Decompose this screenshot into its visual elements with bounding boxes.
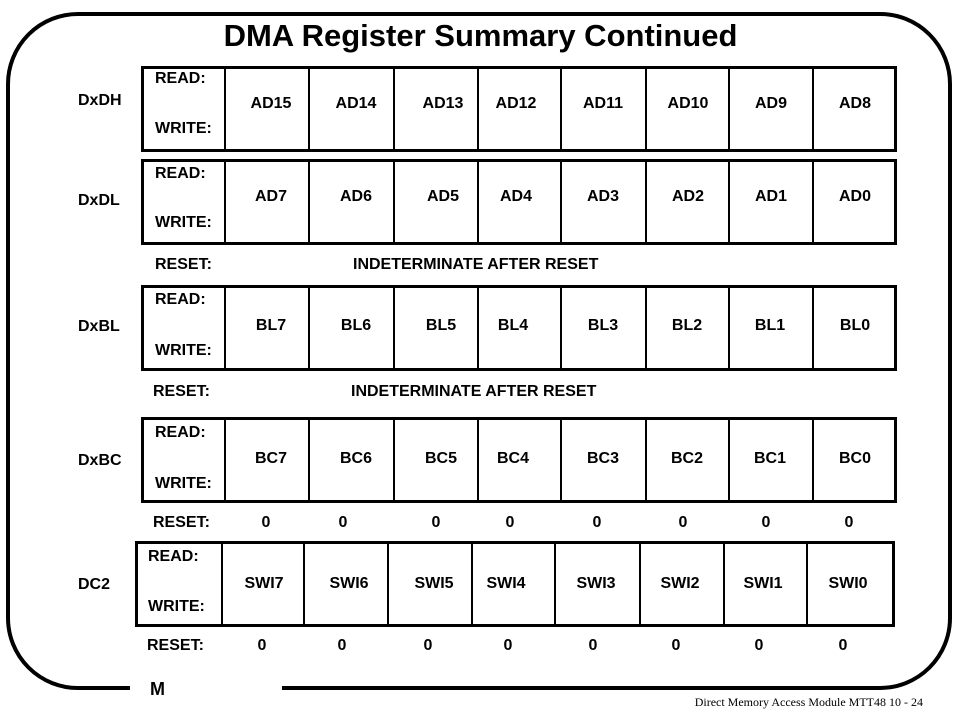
- bit-label-ad13: AD13: [422, 95, 464, 112]
- bit-label-bc6: BC6: [339, 450, 373, 467]
- reset-label-dxbc: RESET:: [153, 514, 210, 531]
- bit-label-bl4: BL4: [497, 317, 529, 334]
- bit-label-swi2: SWI2: [660, 575, 700, 592]
- reset-value: 0: [431, 514, 441, 531]
- reset-text-dxdl: INDETERMINATE AFTER RESET: [353, 256, 599, 273]
- reset-value: 0: [844, 514, 854, 531]
- bit-label-bl6: BL6: [340, 317, 372, 334]
- reset-value: 0: [423, 637, 433, 654]
- cell-divider: [477, 420, 479, 500]
- register-name-dxbl: DxBL: [78, 318, 120, 335]
- bit-label-ad7: AD7: [254, 188, 288, 205]
- cell-divider: [812, 162, 814, 242]
- bit-label-bl3: BL3: [587, 317, 619, 334]
- page-title: DMA Register Summary Continued: [223, 18, 738, 53]
- write-label: WRITE:: [155, 342, 212, 359]
- read-label: READ:: [155, 424, 206, 441]
- bit-label-bl7: BL7: [255, 317, 287, 334]
- cell-divider: [224, 288, 226, 368]
- cell-divider: [645, 162, 647, 242]
- cell-divider: [471, 544, 473, 624]
- cell-divider: [221, 544, 223, 624]
- bit-label-ad4: AD4: [499, 188, 533, 205]
- bit-label-ad2: AD2: [671, 188, 705, 205]
- register-name-dxdh: DxDH: [78, 92, 122, 109]
- bit-label-ad5: AD5: [426, 188, 460, 205]
- reset-value: 0: [505, 514, 515, 531]
- bit-label-bc4: BC4: [496, 450, 530, 467]
- reset-value: 0: [761, 514, 771, 531]
- reset-value: 0: [338, 514, 348, 531]
- bit-label-ad10: AD10: [667, 95, 709, 112]
- bit-label-bc1: BC1: [753, 450, 787, 467]
- read-label: READ:: [155, 70, 206, 87]
- bit-label-swi1: SWI1: [743, 575, 783, 592]
- reset-value: 0: [838, 637, 848, 654]
- cell-divider: [224, 420, 226, 500]
- cell-divider: [224, 162, 226, 242]
- cell-divider: [728, 420, 730, 500]
- cell-divider: [639, 544, 641, 624]
- reset-value: 0: [261, 514, 271, 531]
- reset-label-dc2: RESET:: [147, 637, 204, 654]
- cell-divider: [393, 69, 395, 149]
- cell-divider: [645, 69, 647, 149]
- reset-value: 0: [337, 637, 347, 654]
- bit-label-bl0: BL0: [839, 317, 871, 334]
- cell-divider: [393, 288, 395, 368]
- cell-divider: [560, 162, 562, 242]
- bit-label-swi0: SWI0: [828, 575, 868, 592]
- register-name-dxdl: DxDL: [78, 192, 120, 209]
- cell-divider: [308, 162, 310, 242]
- bit-label-ad0: AD0: [838, 188, 872, 205]
- reset-value: 0: [678, 514, 688, 531]
- cell-divider: [560, 420, 562, 500]
- write-label: WRITE:: [155, 120, 212, 137]
- cell-divider: [387, 544, 389, 624]
- cell-divider: [812, 420, 814, 500]
- reset-value: 0: [592, 514, 602, 531]
- cell-divider: [477, 162, 479, 242]
- read-label: READ:: [155, 291, 206, 308]
- logo-text: M: [150, 679, 165, 699]
- bit-label-bc2: BC2: [670, 450, 704, 467]
- bit-label-swi6: SWI6: [329, 575, 369, 592]
- cell-divider: [393, 162, 395, 242]
- bit-label-ad3: AD3: [586, 188, 620, 205]
- write-label: WRITE:: [155, 214, 212, 231]
- reset-value: 0: [257, 637, 267, 654]
- footer-text: Direct Memory Access Module MTT48 10 - 24: [694, 695, 923, 709]
- bit-label-ad14: AD14: [335, 95, 377, 112]
- register-name-dc2: DC2: [78, 576, 111, 593]
- bit-label-bc7: BC7: [254, 450, 288, 467]
- cell-divider: [728, 288, 730, 368]
- cell-divider: [308, 69, 310, 149]
- cell-divider: [224, 69, 226, 149]
- write-label: WRITE:: [155, 475, 212, 492]
- cell-divider: [560, 69, 562, 149]
- bit-label-ad11: AD11: [582, 95, 624, 112]
- cell-divider: [477, 69, 479, 149]
- write-label: WRITE:: [148, 598, 205, 615]
- reset-text-dxbl: INDETERMINATE AFTER RESET: [351, 383, 597, 400]
- bit-label-ad15: AD15: [250, 95, 292, 112]
- bit-label-swi4: SWI4: [486, 575, 526, 592]
- cell-divider: [812, 69, 814, 149]
- cell-divider: [645, 420, 647, 500]
- read-label: READ:: [155, 165, 206, 182]
- cell-divider: [477, 288, 479, 368]
- bit-label-ad1: AD1: [754, 188, 788, 205]
- reset-value: 0: [503, 637, 513, 654]
- cell-divider: [308, 288, 310, 368]
- reset-value: 0: [588, 637, 598, 654]
- reset-value: 0: [671, 637, 681, 654]
- cell-divider: [308, 420, 310, 500]
- bit-label-ad8: AD8: [838, 95, 872, 112]
- cell-divider: [812, 288, 814, 368]
- bit-label-bc0: BC0: [838, 450, 872, 467]
- cell-divider: [645, 288, 647, 368]
- reset-value: 0: [754, 637, 764, 654]
- register-name-dxbc: DxBC: [78, 452, 122, 469]
- bit-label-bc5: BC5: [424, 450, 458, 467]
- bit-label-bl5: BL5: [425, 317, 457, 334]
- bit-label-bc3: BC3: [586, 450, 620, 467]
- bit-label-swi3: SWI3: [576, 575, 616, 592]
- reset-label-dxbl: RESET:: [153, 383, 210, 400]
- bit-label-ad9: AD9: [754, 95, 788, 112]
- cell-divider: [560, 288, 562, 368]
- cell-divider: [303, 544, 305, 624]
- cell-divider: [723, 544, 725, 624]
- cell-divider: [728, 69, 730, 149]
- bit-label-swi7: SWI7: [244, 575, 284, 592]
- cell-divider: [393, 420, 395, 500]
- bit-label-bl2: BL2: [671, 317, 703, 334]
- bit-label-ad12: AD12: [495, 95, 537, 112]
- cell-divider: [806, 544, 808, 624]
- cell-divider: [728, 162, 730, 242]
- bit-label-ad6: AD6: [339, 188, 373, 205]
- reset-label-dxdl: RESET:: [155, 256, 212, 273]
- bit-label-bl1: BL1: [754, 317, 786, 334]
- read-label: READ:: [148, 548, 199, 565]
- cell-divider: [554, 544, 556, 624]
- bit-label-swi5: SWI5: [414, 575, 454, 592]
